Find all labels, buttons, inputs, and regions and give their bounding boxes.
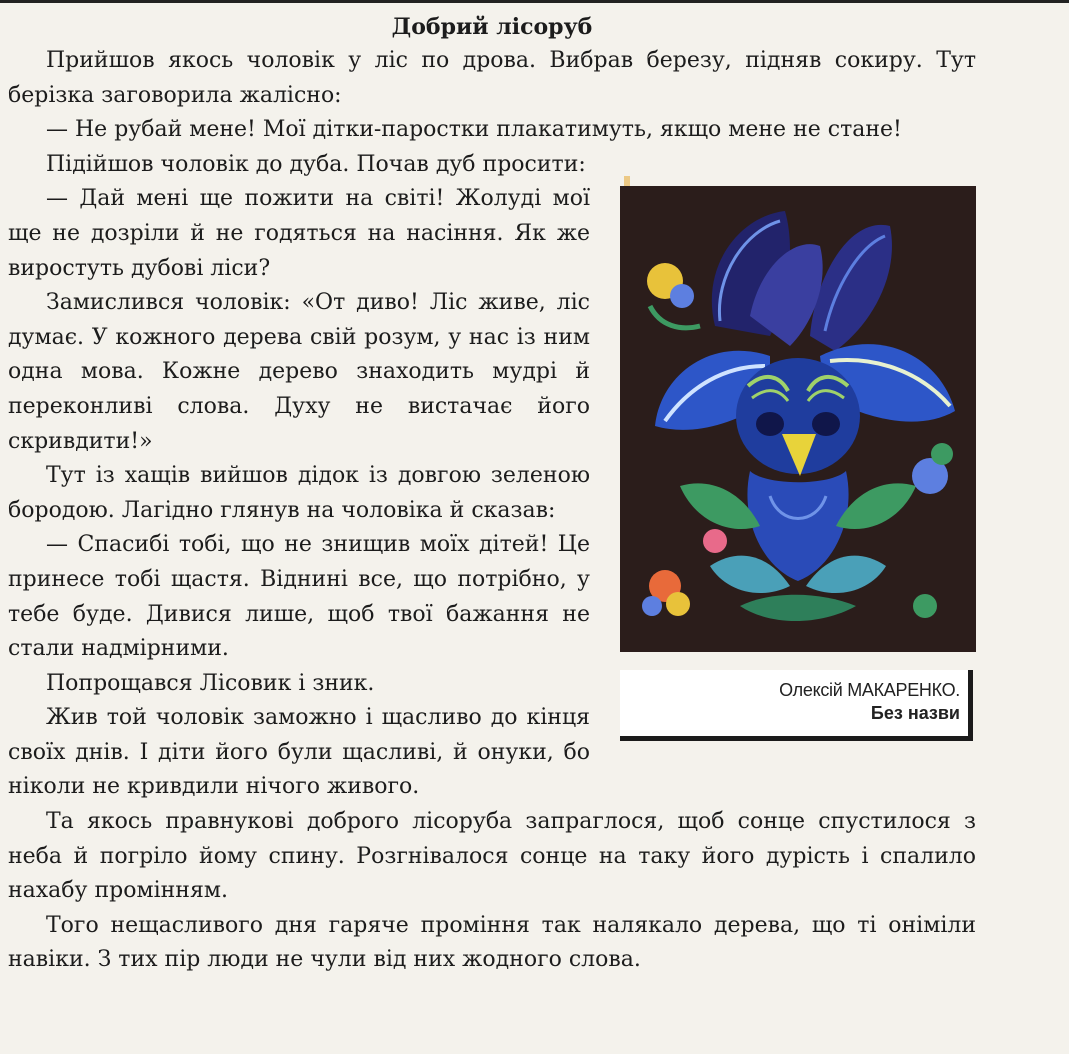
paragraph-4: — Дай мені ще пожити на світі! Жолуді мої ще не дозріли й не годяться на насіння. Як же виростуть дубові ліси? — [8, 186, 590, 281]
paragraph-10: Та якось правнукові доброго лісоруба запраглося, щоб сонце спустилося з неба й погріло йому спину. Розгнівалося сонце на таку його дурість і спалило нахабу промінням. — [8, 809, 976, 904]
paragraph-7: — Спасибі тобі, що не знищив моїх дітей! Це принесе тобі щастя. Віднині все, що потрібно, у тебе буде. Дивися лише, щоб твої бажання не стали надмірними. — [8, 532, 590, 662]
illustration-caption — [620, 670, 973, 741]
painting-flower — [620, 186, 976, 652]
paragraph-1: Прийшов якось чоловік у ліс по дрова. Вибрав березу, підняв сокиру. Тут берізка заговорила жалісно: — [8, 48, 976, 108]
caption-title: Без назви — [870, 702, 960, 723]
caption-author: Олексій МАКАРЕНКО. — [779, 679, 960, 700]
illustration-block — [620, 186, 976, 741]
paragraph-9: Жив той чоловік заможно і щасливо до кінця своїх днів. І діти його були щасливі, й онуки, бо ніколи не кривдили нічого живого. — [8, 705, 590, 800]
top-rule — [0, 0, 1069, 3]
paragraph-2: — Не рубай мене! Мої дітки-паростки плакатимуть, якщо мене не стане! — [46, 117, 902, 143]
text-page — [8, 10, 976, 978]
paragraph-5: Замислився чоловік: «От диво! Ліс живе, ліс думає. У кожного дерева свій розум, у нас із ним одна мова. Кожне дерево знаходить мудрі й переконливі слова. Духу не вистачає його скривдити!» — [8, 290, 590, 454]
paragraph-6: Тут із хащів вийшов дідок із довгою зеленою бородою. Лагідно глянув на чоловіка й сказав: — [8, 463, 590, 523]
paragraph-8: Попрощався Лісовик і зник. — [46, 670, 375, 696]
paragraph-11: Того нещасливого дня гаряче проміння так налякало дерева, що ті оніміли навіки. З тих пір люди не чули від них жодного слова. — [8, 912, 976, 973]
paragraph-3: Підійшов чоловік до дуба. Почав дуб просити: — [46, 151, 586, 177]
story-title: Добрий лісоруб — [391, 14, 593, 40]
